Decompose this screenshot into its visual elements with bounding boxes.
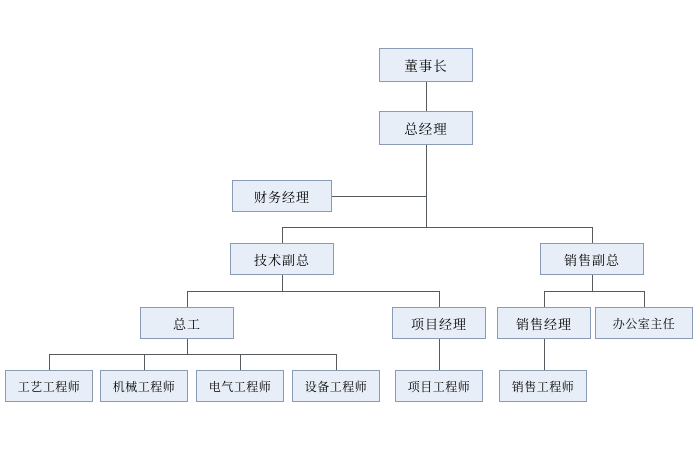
node-chief-engineer[interactable] [140, 307, 234, 339]
node-project-manager[interactable] [392, 307, 486, 339]
connector-office-dir [644, 291, 645, 307]
connector-vp-bus [282, 227, 592, 228]
node-project-engineer[interactable] [395, 370, 483, 402]
node-sales-vp[interactable] [540, 243, 644, 275]
connector-chief-stem [187, 339, 188, 354]
connector-sales-bus [544, 291, 644, 292]
connector-tech-bus [187, 291, 439, 292]
node-chief-engineer-label: 总工 [172, 316, 201, 332]
connector-chief-mech [144, 354, 145, 370]
connector-chief-equip [336, 354, 337, 370]
node-process-engineer-label: 工艺工程师 [17, 379, 81, 394]
node-process-engineer[interactable] [5, 370, 93, 402]
node-mechanical-engineer[interactable] [100, 370, 188, 402]
connector-proj-mgr-eng [439, 339, 440, 370]
connector-tech-proj [439, 291, 440, 307]
connector-chairman-gm [426, 82, 427, 111]
node-electrical-engineer-label: 电气工程师 [208, 379, 272, 394]
node-office-director[interactable] [595, 307, 693, 339]
node-general-manager[interactable] [379, 111, 473, 145]
node-technical-vp[interactable] [230, 243, 334, 275]
connector-tech-chief [187, 291, 188, 307]
connector-sales-mgr-eng [544, 339, 545, 370]
connector-gm-finance [332, 196, 426, 197]
connector-chief-proc [49, 354, 50, 370]
node-general-manager-label: 总经理 [404, 122, 448, 137]
connector-sales-mgr [544, 291, 545, 307]
node-sales-vp-label: 销售副总 [563, 252, 620, 268]
node-sales-engineer-label: 销售工程师 [511, 379, 575, 394]
connector-bus-sales-vp [592, 227, 593, 243]
connector-gm-stem-lower [426, 196, 427, 227]
connector-sales-vp-stem [592, 275, 593, 291]
node-sales-manager-label: 销售经理 [515, 316, 572, 332]
connector-chief-elec [240, 354, 241, 370]
node-sales-engineer[interactable] [499, 370, 587, 402]
connector-bus-tech-vp [282, 227, 283, 243]
node-office-director-label: 办公室主任 [612, 316, 676, 331]
connector-chief-bus [49, 354, 336, 355]
node-finance-manager[interactable] [232, 180, 332, 212]
node-project-manager-label: 项目经理 [410, 316, 467, 332]
node-equipment-engineer-label: 设备工程师 [304, 379, 368, 394]
node-equipment-engineer[interactable] [292, 370, 380, 402]
node-sales-manager[interactable] [497, 307, 591, 339]
node-chairman-label: 董事长 [404, 59, 448, 74]
node-finance-manager-label: 财务经理 [253, 189, 310, 205]
node-project-engineer-label: 项目工程师 [407, 379, 471, 394]
node-mechanical-engineer-label: 机械工程师 [112, 379, 176, 394]
node-chairman[interactable] [379, 48, 473, 82]
node-electrical-engineer[interactable] [196, 370, 284, 402]
connector-gm-stem [426, 145, 427, 196]
connector-tech-vp-stem [282, 275, 283, 291]
node-technical-vp-label: 技术副总 [253, 252, 310, 268]
